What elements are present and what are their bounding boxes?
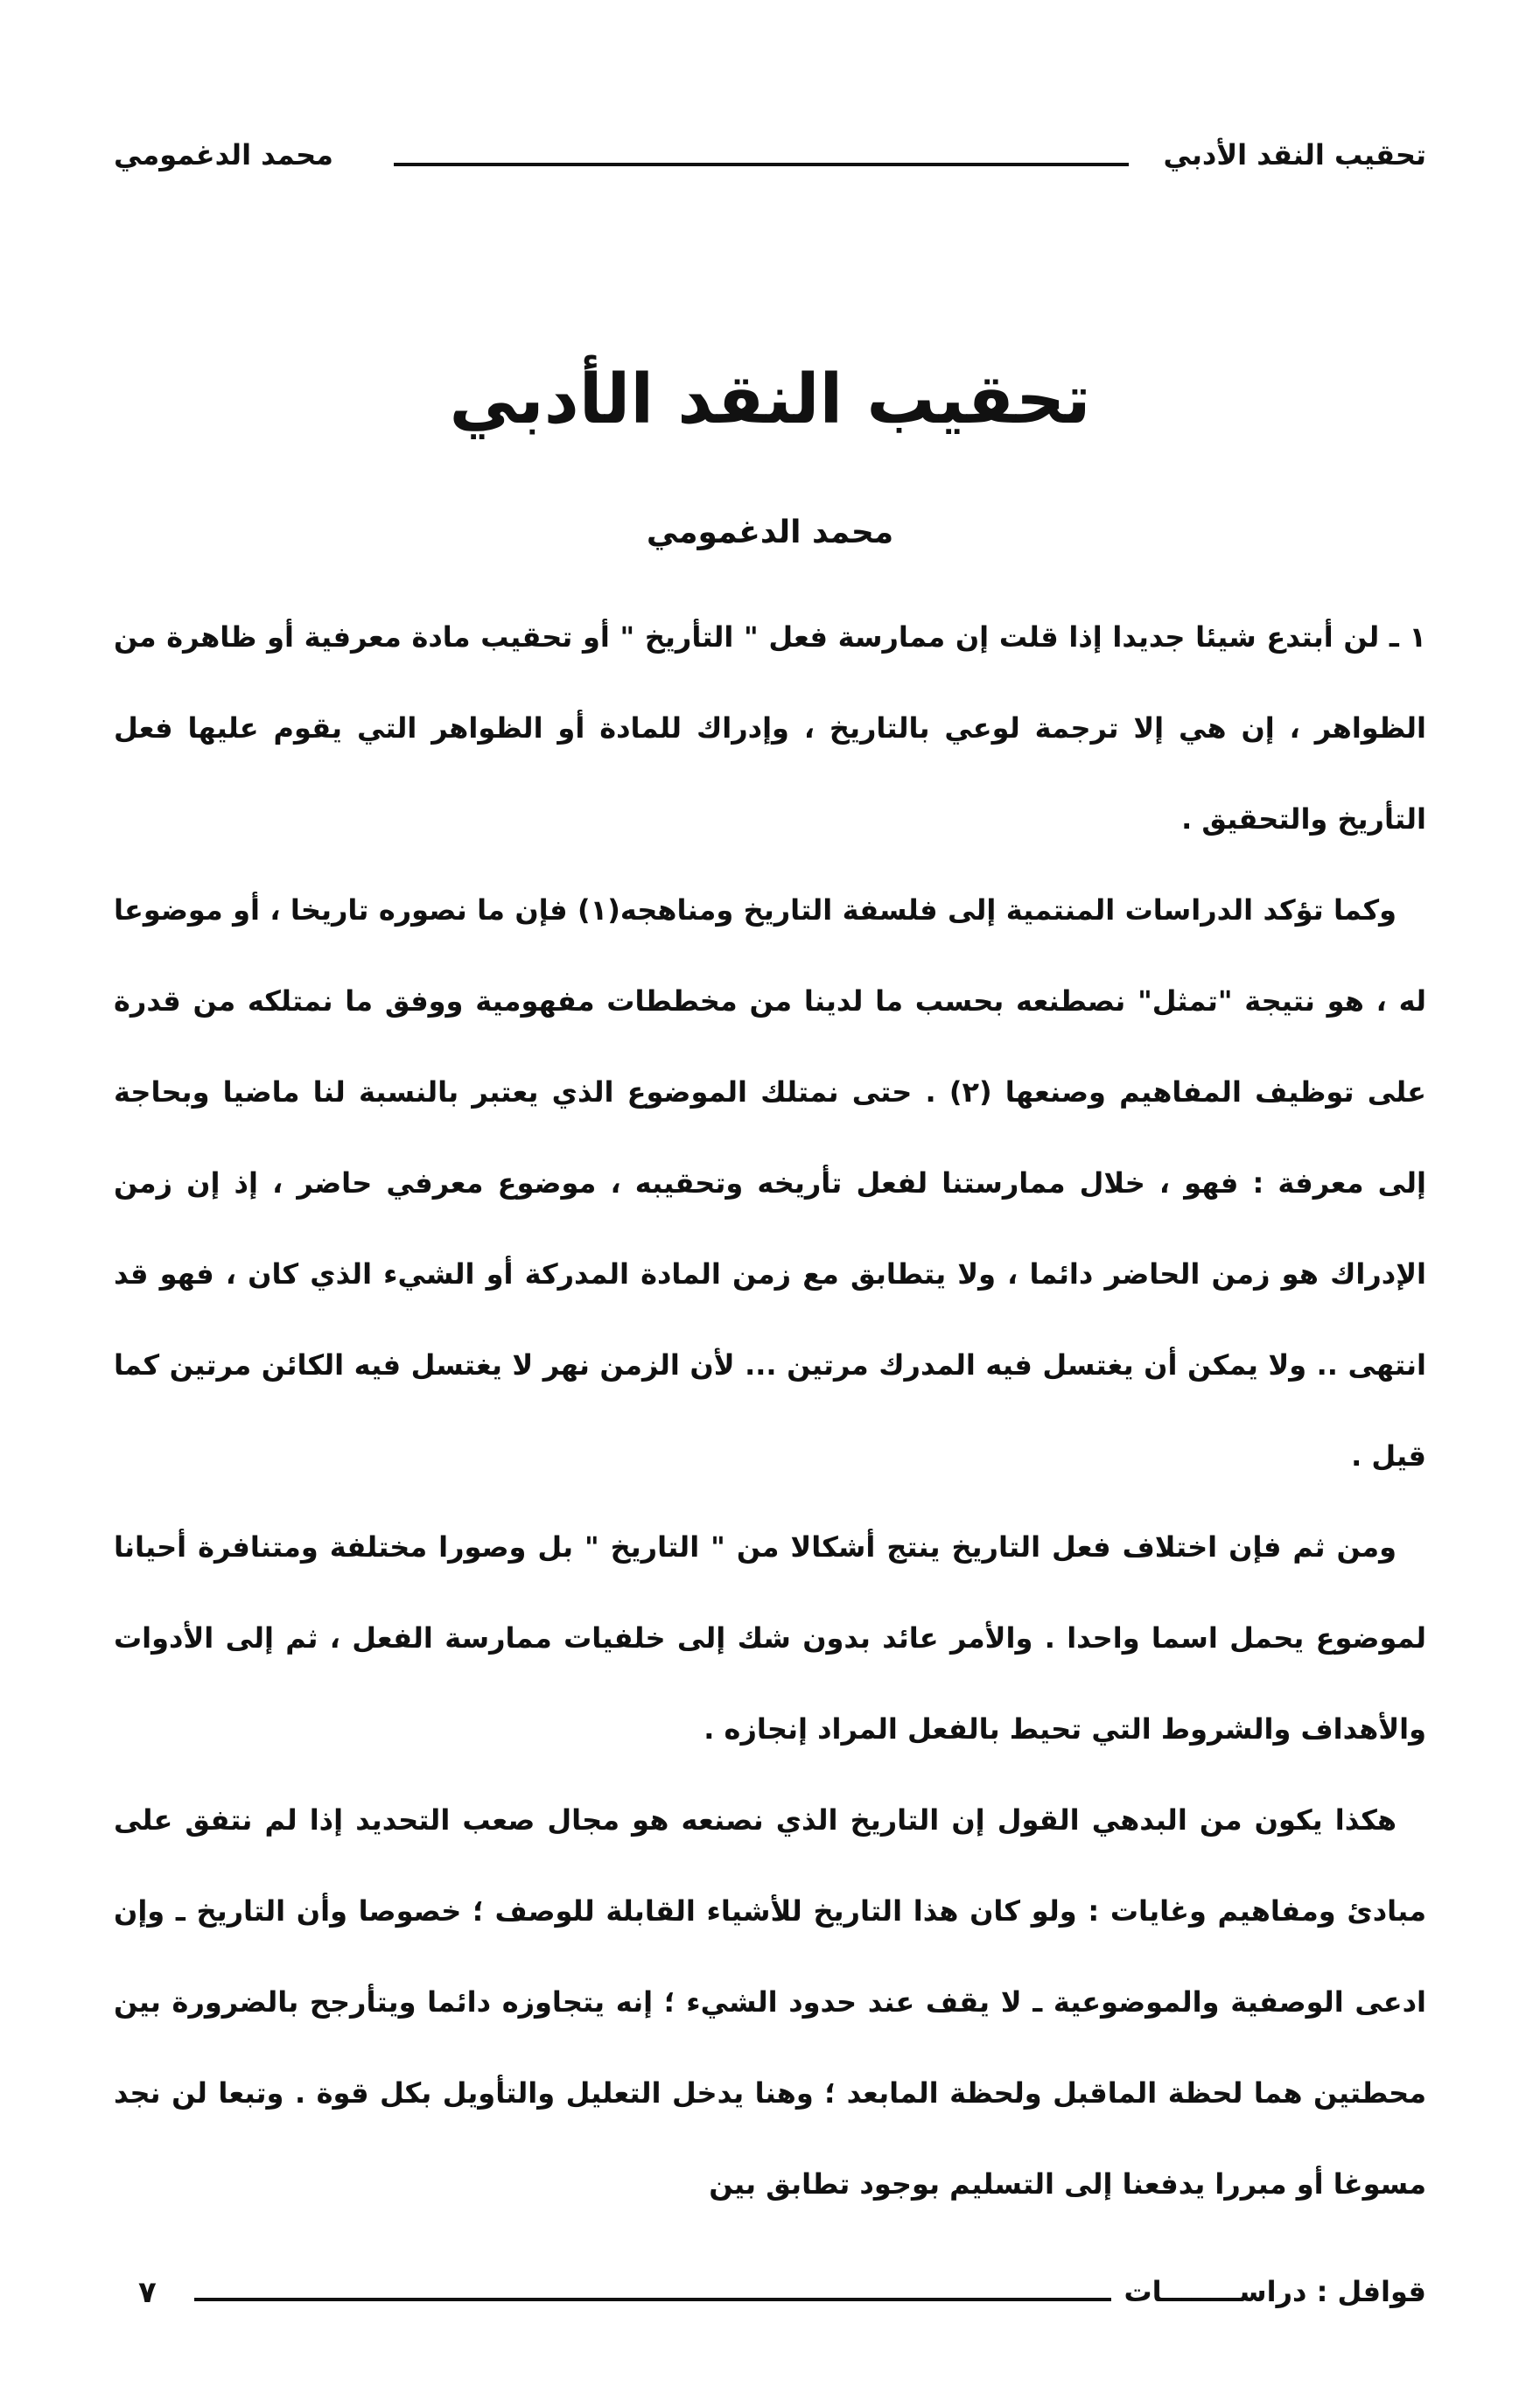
running-header (114, 138, 1426, 182)
article-body (114, 592, 1426, 2230)
header-author-name: محمد الدغمومي (114, 138, 333, 172)
page-footer (114, 2275, 1426, 2319)
article-author: محمد الدغمومي (646, 514, 894, 550)
paragraph-2: وكما تؤكد الدراسات المنتمية إلى فلسفة التاريخ ومناهجه(١) فإن ما نصوره تاريخا ، أو موضوعا له ، هو نتيجة "تمثل" نصطنعه بحسب ما لدينا من مخططات مفهومية ووفق ما نمتلكه من قدرة على توظيف المفاهيم وصنعها (٢) . حتى نمتلك الموضوع الذي يعتبر بالنسبة لنا ماضيا وبحاجة إلى معرفة : فهو ، خلال ممارستنا لفعل تأريخه وتحقيبه ، موضوع معرفي حاضر ، إذ إن زمن الإدراك هو زمن الحاضر دائما ، ولا يتطابق مع زمن المادة المدركة أو الشيء الذي كان ، فهو قد انتهى .. ولا يمكن أن يغتسل فيه المدرك مرتين ... لأن الزمن نهر لا يغتسل فيه الكائن مرتين كما قيل . (114, 893, 1427, 1473)
header-book-title: تحقيب النقد الأدبي (1163, 138, 1426, 172)
paragraph-1: ١ ـ لن أبتدع شيئا جديدا إذا قلت إن ممارسة فعل " التأريخ " أو تحقيب مادة معرفية أو ظاهرة من الظواهر ، إن هي إلا ترجمة لوعي بالتاريخ ، وإدراك للمادة أو الظواهر التي يقوم عليها فعل التأريخ والتحقيق . (114, 620, 1426, 836)
paragraph-3: ومن ثم فإن اختلاف فعل التاريخ ينتج أشكالا من " التاريخ " بل وصورا مختلفة ومتنافرة أحيانا لموضوع يحمل اسما واحدا . والأمر عائد بدون شك إلى خلفيات ممارسة الفعل ، ثم إلى الأدوات والأهداف والشروط التي تحيط بالفعل المراد إنجازه . (114, 1530, 1426, 1746)
article-title: تحقيب النقد الأدبي (449, 360, 1091, 439)
paragraph-4: هكذا يكون من البدهي القول إن التاريخ الذي نصنعه هو مجال صعب التحديد إذا لم نتفق على مبادئ ومفاهيم وغايات : ولو كان هذا التاريخ للأشياء القابلة للوصف ؛ خصوصا وأن التاريخ ـ وإن ادعى الوصفية والموضوعية ـ لا يقف عند حدود الشيء ؛ إنه يتجاوزه دائما ويتأرجح بالضرورة بين محطتين هما لحظة الماقبل ولحظة المابعد ؛ وهنا يدخل التعليل والتأويل بكل قوة . وتبعا لن نجد مسوغا أو مبررا يدفعنا إلى التسليم بوجود تطابق بين (114, 1803, 1426, 2201)
footer-journal-name: قوافل : دراســــــــات (1124, 2275, 1426, 2308)
header-rule (394, 163, 1129, 166)
page-number: ٧ (138, 2275, 157, 2310)
footer-rule (194, 2298, 1111, 2301)
